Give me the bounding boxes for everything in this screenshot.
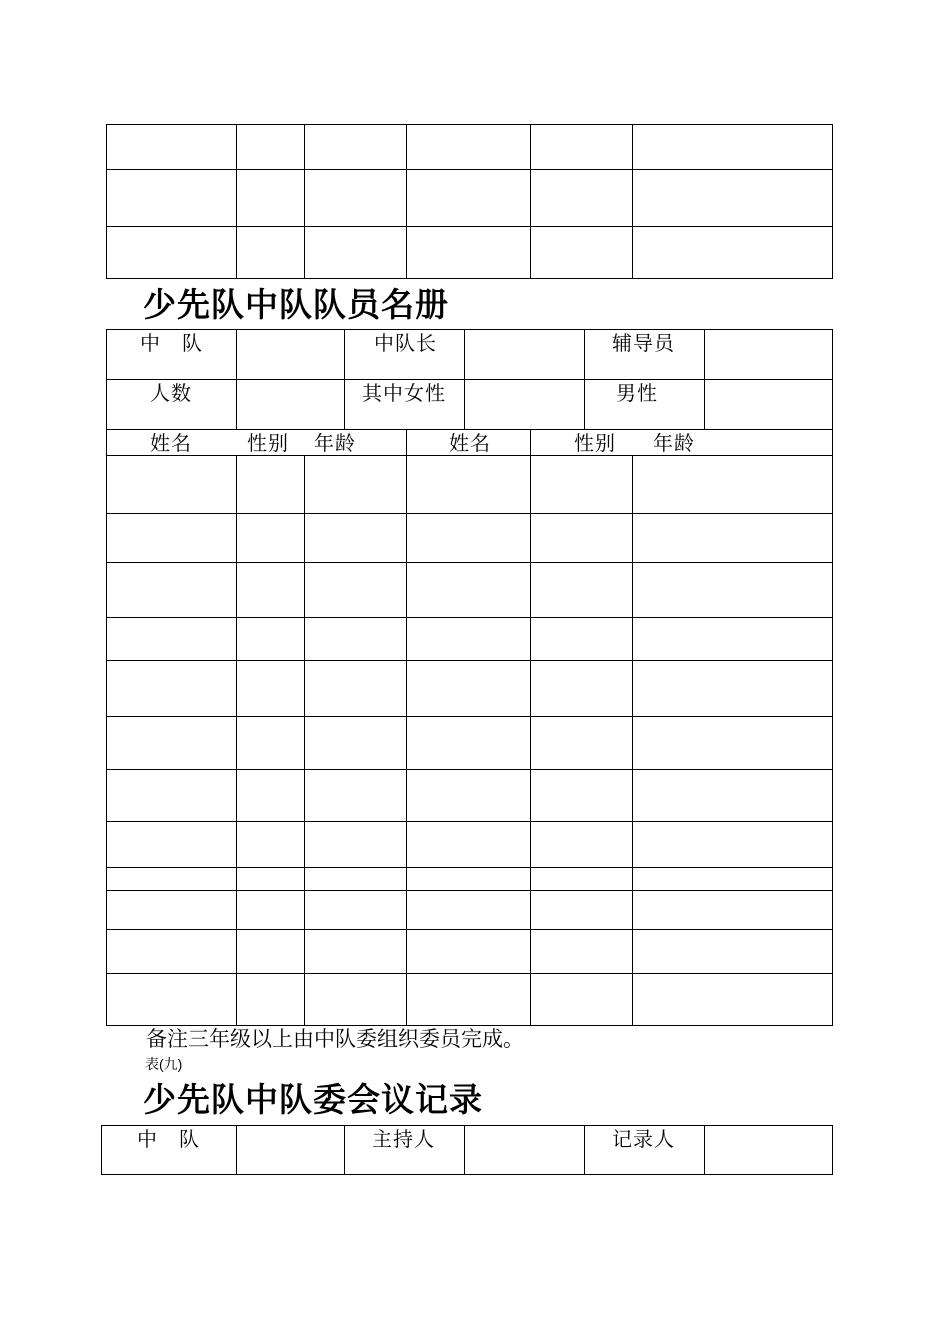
- roster-title: 少先队中队队员名册: [143, 285, 449, 324]
- leader-label: 中队长: [374, 331, 437, 355]
- meeting-title: 少先队中队委会议记录: [143, 1080, 483, 1119]
- column-header-age: 年龄: [653, 431, 695, 455]
- table-number: 表(九): [145, 1056, 183, 1072]
- note-text: 备注三年级以上由中队委组织委员完成。: [146, 1027, 524, 1051]
- meeting-squad-label: 中 队: [137, 1127, 200, 1151]
- recorder-label: 记录人: [612, 1127, 675, 1151]
- male-label: 男性: [616, 381, 658, 405]
- column-header-name: 姓名: [449, 431, 491, 455]
- squad-label: 中 队: [140, 331, 203, 355]
- column-header-gender: 性别: [247, 431, 289, 455]
- column-header-gender: 性别: [574, 431, 616, 455]
- column-header-name: 姓名: [150, 431, 192, 455]
- host-label: 主持人: [372, 1127, 435, 1151]
- female-label: 其中女性: [362, 381, 446, 405]
- column-header-age: 年龄: [314, 431, 356, 455]
- count-label: 人数: [150, 381, 192, 405]
- counselor-label: 辅导员: [612, 331, 675, 355]
